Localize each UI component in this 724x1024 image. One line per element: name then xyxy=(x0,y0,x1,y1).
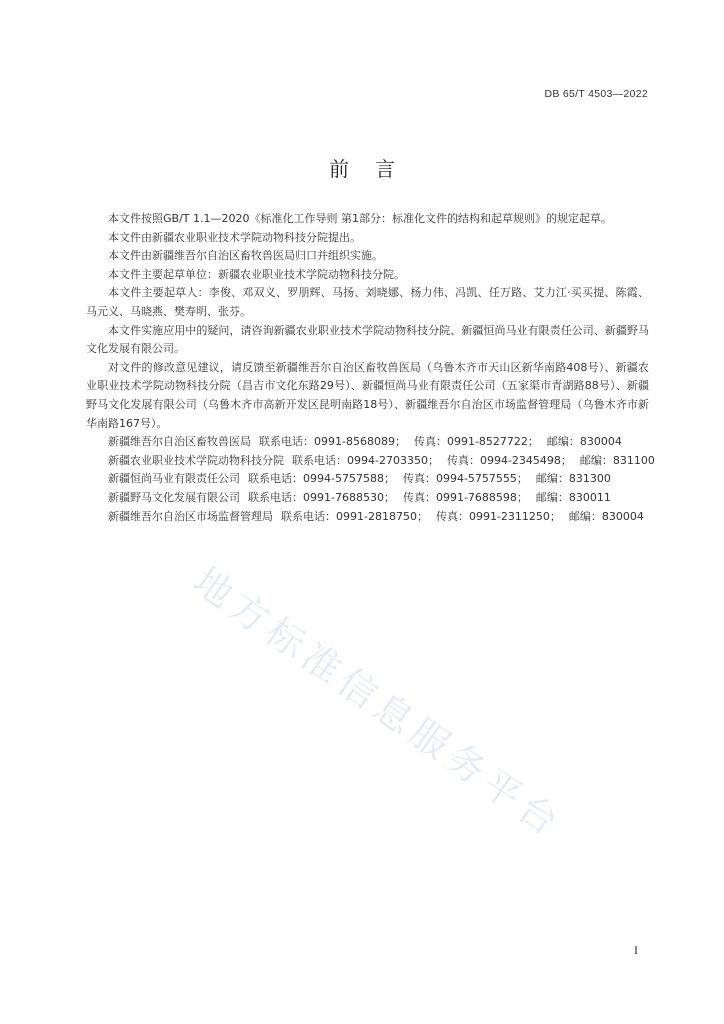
contact-phone: 联系电话：0991-7688530； xyxy=(248,490,395,504)
contact-phone: 联系电话：0991-8568089； xyxy=(259,435,406,449)
page-title: 前言 xyxy=(329,157,421,181)
paragraph-proposed-by: 本文件由新疆农业职业技术学院动物科技分院提出。 xyxy=(108,230,361,244)
contact-fax: 传真：0994-2345498； xyxy=(446,453,572,467)
paragraph-drafting-unit: 本文件主要起草单位：新疆农业职业技术学院动物科技分院。 xyxy=(108,267,405,281)
contact-org: 新疆农业职业技术学院动物科技分院 xyxy=(108,453,284,467)
contact-phone: 联系电话：0994-5757588； xyxy=(248,472,395,486)
paragraph-drafters: 本文件主要起草人：李俊、邓双义、罗朋辉、马扬、刘晓娜、杨力伟、冯凯、任万路、艾力江·买买提、陈霞、马元义、马晓燕、樊寿明、张芬。 xyxy=(86,286,649,318)
contact-line xyxy=(86,508,649,527)
contact-postcode: 邮编：830004 xyxy=(568,509,644,523)
paragraph-inquiries: 本文件实施应用中的疑问，请咨询新疆农业职业技术学院动物科技分院、新疆恒尚马业有限责任公司、新疆野马文化发展有限公司。 xyxy=(86,323,649,356)
paragraph-feedback: 对文件的修改意见建议，请反馈至新疆维吾尔自治区畜牧兽医局（乌鲁木齐市天山区新华南路408号）、新疆农业职业技术学院动物科技分院（昌吉市文化东路29号）、新疆恒尚马业有限责任公司（五家渠市青湖路88号）、新疆野马文化发展有限公司（乌鲁木齐市高新开发区昆明南路18号）、新疆维吾尔自治区市场监督管理局（乌鲁木齐市新华南路167号）。 xyxy=(86,360,649,430)
contact-fax: 传真：0991-8527722； xyxy=(413,435,539,449)
contact-postcode: 邮编：831300 xyxy=(535,472,611,486)
contact-phone: 联系电话：0994-2703350； xyxy=(292,453,439,467)
contact-postcode: 邮编：830011 xyxy=(535,490,611,504)
contact-fax: 传真：0991-2311250； xyxy=(435,509,561,523)
paragraph-drafting-rules: 本文件按照GB/T 1.1—2020《标准化工作导则 第1部分：标准化文件的结构和起草规则》的规定起草。 xyxy=(108,212,612,225)
contact-line xyxy=(86,452,655,471)
standard-code: DB 65/T 4503—2022 xyxy=(544,88,648,100)
page-number: I xyxy=(634,943,638,957)
contact-phone: 联系电话：0991-2818750； xyxy=(281,509,428,523)
paragraph-centralized-by: 本文件由新疆维吾尔自治区畜牧兽医局归口并组织实施。 xyxy=(108,249,383,263)
contact-postcode: 邮编：831100 xyxy=(579,453,655,467)
contact-org: 新疆维吾尔自治区市场监督管理局 xyxy=(108,509,273,523)
watermark: 地方标准信息服务平台 xyxy=(185,558,571,848)
document-body xyxy=(86,210,655,526)
contact-org: 新疆恒尚马业有限责任公司 xyxy=(108,472,240,486)
contact-fax: 传真：0994-5757555； xyxy=(402,472,528,486)
contact-line xyxy=(86,433,649,452)
contact-org: 新疆维吾尔自治区畜牧兽医局 xyxy=(108,435,251,449)
contact-line xyxy=(86,470,649,489)
contact-org: 新疆野马文化发展有限公司 xyxy=(108,490,240,504)
contact-line xyxy=(86,489,649,508)
contact-fax: 传真：0991-7688598； xyxy=(402,490,528,504)
contact-postcode: 邮编：830004 xyxy=(546,435,622,449)
